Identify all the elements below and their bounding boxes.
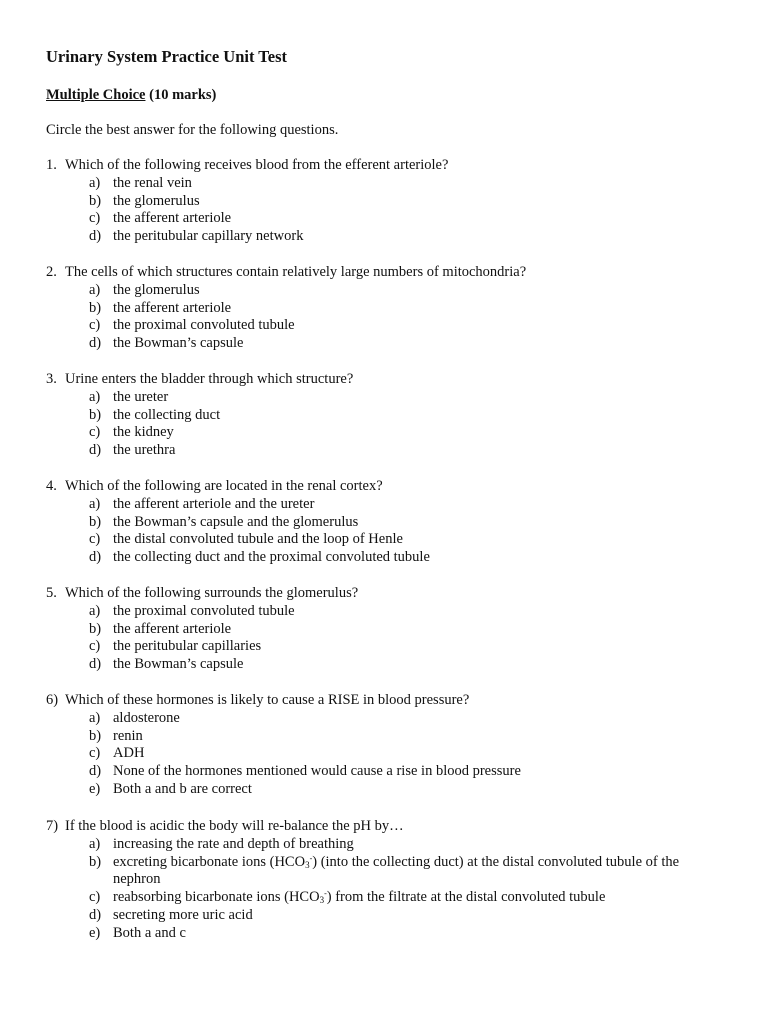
option-a[interactable] <box>0 175 768 193</box>
option-list <box>0 710 768 799</box>
option-letter: a) <box>89 281 101 298</box>
option-b[interactable] <box>0 193 768 211</box>
option-c[interactable] <box>0 531 768 549</box>
option-letter: a) <box>89 835 101 852</box>
option-letter: c) <box>89 531 101 548</box>
option-letter: d) <box>89 335 102 352</box>
option-letter: a) <box>89 174 101 191</box>
section-marks: (10 marks) <box>145 87 217 103</box>
option-c[interactable] <box>0 889 768 907</box>
option-letter: a) <box>89 602 101 619</box>
option-text: increasing the rate and depth of breathing <box>113 835 354 852</box>
option-b[interactable] <box>0 300 768 318</box>
option-d[interactable] <box>0 549 768 567</box>
question-text: Which of the following surrounds the glomerulus? <box>65 585 359 601</box>
option-b[interactable] <box>0 728 768 746</box>
option-list <box>0 175 768 246</box>
option-letter: c) <box>89 889 101 906</box>
option-text <box>113 854 709 890</box>
option-text: the afferent arteriole <box>113 299 232 316</box>
section-heading-label: Multiple Choice <box>46 87 146 103</box>
option-list <box>0 282 768 353</box>
option-letter: b) <box>89 727 102 744</box>
option-letter: e) <box>89 780 101 797</box>
option-list <box>0 836 768 943</box>
question-5 <box>0 585 768 674</box>
option-letter: b) <box>89 406 102 423</box>
option-b[interactable] <box>0 514 768 532</box>
document-title: Urinary System Practice Unit Test <box>46 47 288 66</box>
option-e[interactable] <box>0 925 768 943</box>
option-e[interactable] <box>0 781 768 799</box>
option-text: aldosterone <box>113 709 180 726</box>
option-letter: a) <box>89 495 101 512</box>
option-letter: d) <box>89 549 102 566</box>
option-text: the proximal convoluted tubule <box>113 317 295 334</box>
question-stem <box>0 371 768 389</box>
option-text: the peritubular capillaries <box>113 638 262 655</box>
option-text: the Bowman’s capsule <box>113 335 244 352</box>
option-list <box>0 496 768 567</box>
option-letter: c) <box>89 210 101 227</box>
question-stem <box>0 157 768 175</box>
option-d[interactable] <box>0 228 768 246</box>
option-text: the distal convoluted tubule and the loop of Henle <box>113 531 403 548</box>
option-letter: c) <box>89 317 101 334</box>
option-text: the kidney <box>113 424 174 441</box>
option-d[interactable] <box>0 335 768 353</box>
option-letter: b) <box>89 853 102 870</box>
option-a[interactable] <box>0 282 768 300</box>
question-7 <box>0 818 768 943</box>
option-letter: d) <box>89 906 102 923</box>
option-c[interactable] <box>0 210 768 228</box>
option-text: the urethra <box>113 442 176 459</box>
option-c[interactable] <box>0 745 768 763</box>
option-text-start: reabsorbing bicarbonate ions (HCO <box>113 889 320 906</box>
option-d[interactable] <box>0 907 768 925</box>
question-number: 1. <box>46 157 57 173</box>
question-stem <box>0 692 768 710</box>
option-text: the Bowman’s capsule <box>113 656 244 673</box>
option-d[interactable] <box>0 763 768 781</box>
option-text: the collecting duct <box>113 406 221 423</box>
option-a[interactable] <box>0 836 768 854</box>
option-letter: b) <box>89 299 102 316</box>
question-text: If the blood is acidic the body will re-balance the pH by… <box>65 818 404 834</box>
question-3 <box>0 371 768 460</box>
option-letter: a) <box>89 709 101 726</box>
question-text: Urine enters the bladder through which structure? <box>65 371 354 387</box>
option-c[interactable] <box>0 638 768 656</box>
option-text: the Bowman’s capsule and the glomerulus <box>113 513 359 530</box>
option-b[interactable] <box>0 621 768 639</box>
option-letter: d) <box>89 656 102 673</box>
question-2 <box>0 264 768 353</box>
option-text: ADH <box>113 745 145 762</box>
option-d[interactable] <box>0 656 768 674</box>
question-stem <box>0 818 768 836</box>
question-stem <box>0 585 768 603</box>
question-number: 6) <box>46 692 59 708</box>
question-text: Which of these hormones is likely to cause a RISE in blood pressure? <box>65 692 470 708</box>
question-number: 5. <box>46 585 57 601</box>
option-text: None of the hormones mentioned would cause a rise in blood pressure <box>113 763 521 780</box>
option-letter: d) <box>89 763 102 780</box>
option-text: the ureter <box>113 388 169 405</box>
question-number: 3. <box>46 371 57 387</box>
option-a[interactable] <box>0 710 768 728</box>
question-number: 2. <box>46 264 57 280</box>
question-text: The cells of which structures contain relatively large numbers of mitochondria? <box>65 264 527 280</box>
option-text: the glomerulus <box>113 192 200 209</box>
option-text: Both a and c <box>113 924 186 941</box>
option-letter: a) <box>89 388 101 405</box>
option-letter: c) <box>89 424 101 441</box>
option-letter: b) <box>89 513 102 530</box>
option-a[interactable] <box>0 603 768 621</box>
section-heading <box>46 86 216 104</box>
question-4 <box>0 478 768 567</box>
option-c[interactable] <box>0 424 768 442</box>
option-text: Both a and b are correct <box>113 780 252 797</box>
option-text: the peritubular capillary network <box>113 228 304 245</box>
question-text: Which of the following are located in the renal cortex? <box>65 478 383 494</box>
option-text: the afferent arteriole <box>113 620 232 637</box>
option-text-start: excreting bicarbonate ions (HCO <box>113 853 306 870</box>
option-text: the proximal convoluted tubule <box>113 602 295 619</box>
question-text: Which of the following receives blood from the efferent arteriole? <box>65 157 449 173</box>
option-d[interactable] <box>0 442 768 460</box>
option-text: the collecting duct and the proximal convoluted tubule <box>113 549 430 566</box>
option-a[interactable] <box>0 389 768 407</box>
question-1 <box>0 157 768 246</box>
option-text: the glomerulus <box>113 281 200 298</box>
option-text: renin <box>113 727 143 744</box>
option-text: the afferent arteriole <box>113 210 232 227</box>
option-letter: d) <box>89 228 102 245</box>
option-letter: b) <box>89 192 102 209</box>
option-letter: b) <box>89 620 102 637</box>
option-b[interactable] <box>0 407 768 425</box>
option-a[interactable] <box>0 496 768 514</box>
option-c[interactable] <box>0 317 768 335</box>
subscript: 3 <box>305 859 310 870</box>
option-text: the afferent arteriole and the ureter <box>113 495 315 512</box>
option-letter: d) <box>89 442 102 459</box>
question-number: 7) <box>46 818 59 834</box>
question-6 <box>0 692 768 799</box>
subscript: 3 <box>319 895 325 906</box>
option-text-end: ) from the filtrate at the distal convoluted tubule <box>326 889 606 906</box>
instruction-text: Circle the best answer for the following questions. <box>46 122 339 138</box>
option-letter: c) <box>89 745 101 762</box>
question-stem <box>0 478 768 496</box>
option-text: the renal vein <box>113 174 192 191</box>
option-list <box>0 389 768 460</box>
superscript: - <box>324 889 327 899</box>
option-letter: c) <box>89 638 101 655</box>
question-number: 4. <box>46 478 57 494</box>
option-text <box>113 889 709 907</box>
option-list <box>0 603 768 674</box>
option-text: secreting more uric acid <box>113 906 253 923</box>
option-b[interactable] <box>0 854 768 890</box>
option-text-end: ) (into the collecting duct) at the distal convoluted tubule of the nephron <box>113 853 680 888</box>
question-stem <box>0 264 768 282</box>
option-letter: e) <box>89 924 101 941</box>
superscript: - <box>309 853 313 863</box>
